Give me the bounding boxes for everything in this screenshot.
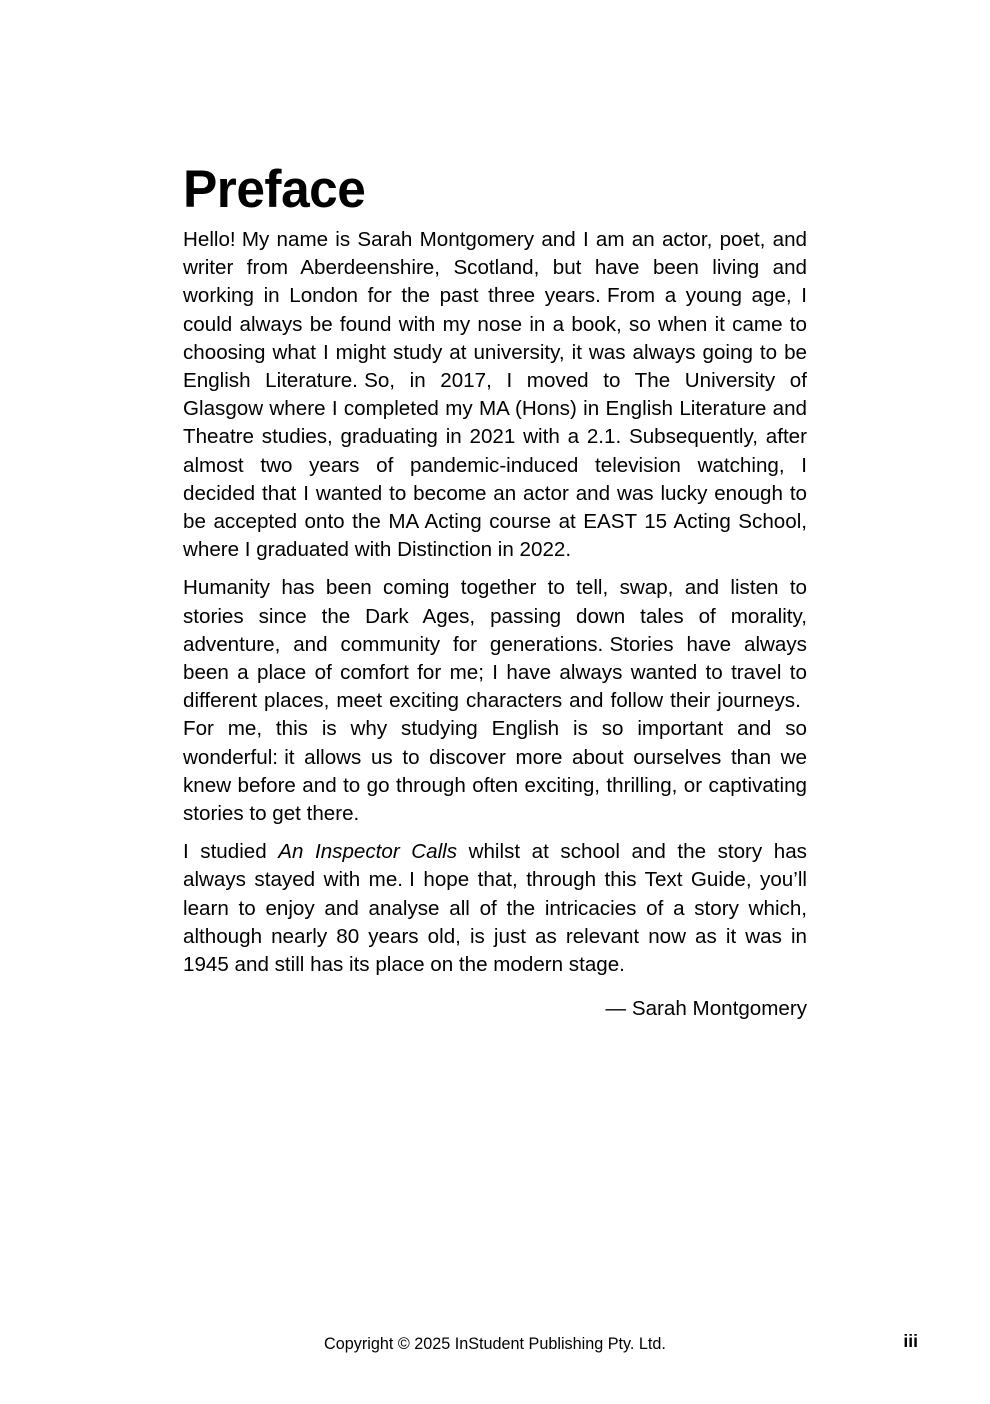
paragraph-3-sentence-1-lead: I studied [183, 840, 267, 864]
preface-paragraph-2 [183, 574, 807, 828]
paragraph-1-sentence-1: Hello! [183, 228, 236, 251]
paragraph-3-sentence-2: I hope that, through this Text Guide, you’ll learn to enjoy and analyse all of the intricacies of a story which, although nearly 80 years old, is just as relevant now as it was in 1945 and still has its place on the modern stage. [183, 868, 807, 977]
paragraph-2-sentence-1: Humanity has been coming together to tell, swap, and listen to stories since the Dark Ages, passing down tales of morality, adventure, and community for generations. [183, 576, 807, 656]
paragraph-2-sentence-4: it allows us to discover more about ourselves than we knew before and to go through often exciting, thrilling, or captivating stories to get there. [183, 745, 807, 826]
paragraph-1-sentence-2: My name is Sarah Montgomery and I am an actor, poet, and writer from Aberdeenshire, Scotland, but have been living and working in London for the past three years. [183, 228, 807, 308]
preface-paragraph-1 [183, 226, 807, 564]
page-footer [0, 1314, 990, 1404]
page-number: iii [903, 1331, 918, 1351]
referenced-work-title: An Inspector Calls [278, 840, 458, 864]
paragraph-1-sentence-3: From a young age, I could always be found with my nose in a book, so when it came to choosing what I might study at university, it was always going to be English Literature. [183, 284, 807, 393]
paragraph-3-sentence-1-tail: whilst at school and the story has always stayed with me. [183, 840, 807, 892]
preface-paragraph-3 [183, 838, 807, 979]
paragraph-2-sentence-2: Stories have always been a place of comfort for me; I have always wanted to travel to different places, meet exciting characters and follow their journeys. [183, 632, 807, 713]
paragraph-2-sentence-3: For me, this is why studying English is so important and so wonderful: [183, 717, 807, 769]
author-signature: — Sarah Montgomery [605, 997, 807, 1021]
copyright-notice: Copyright © 2025 InStudent Publishing Pty. Ltd. [324, 1335, 666, 1353]
paragraph-1-sentence-4: So, in 2017, I moved to The University of Glasgow where I completed my MA (Hons) in English Literature and Theatre studies, graduating in 2021 with a 2.1. Subsequently, after almost two years of pandemic-induced television watching, I decided that I wanted to become an actor and was lucky enough to be accepted onto the MA Acting course at EAST 15 Acting School, where I graduated with Distinction in 2022. [183, 369, 807, 562]
page-title: Preface [183, 160, 366, 219]
page-content [183, 160, 807, 1023]
